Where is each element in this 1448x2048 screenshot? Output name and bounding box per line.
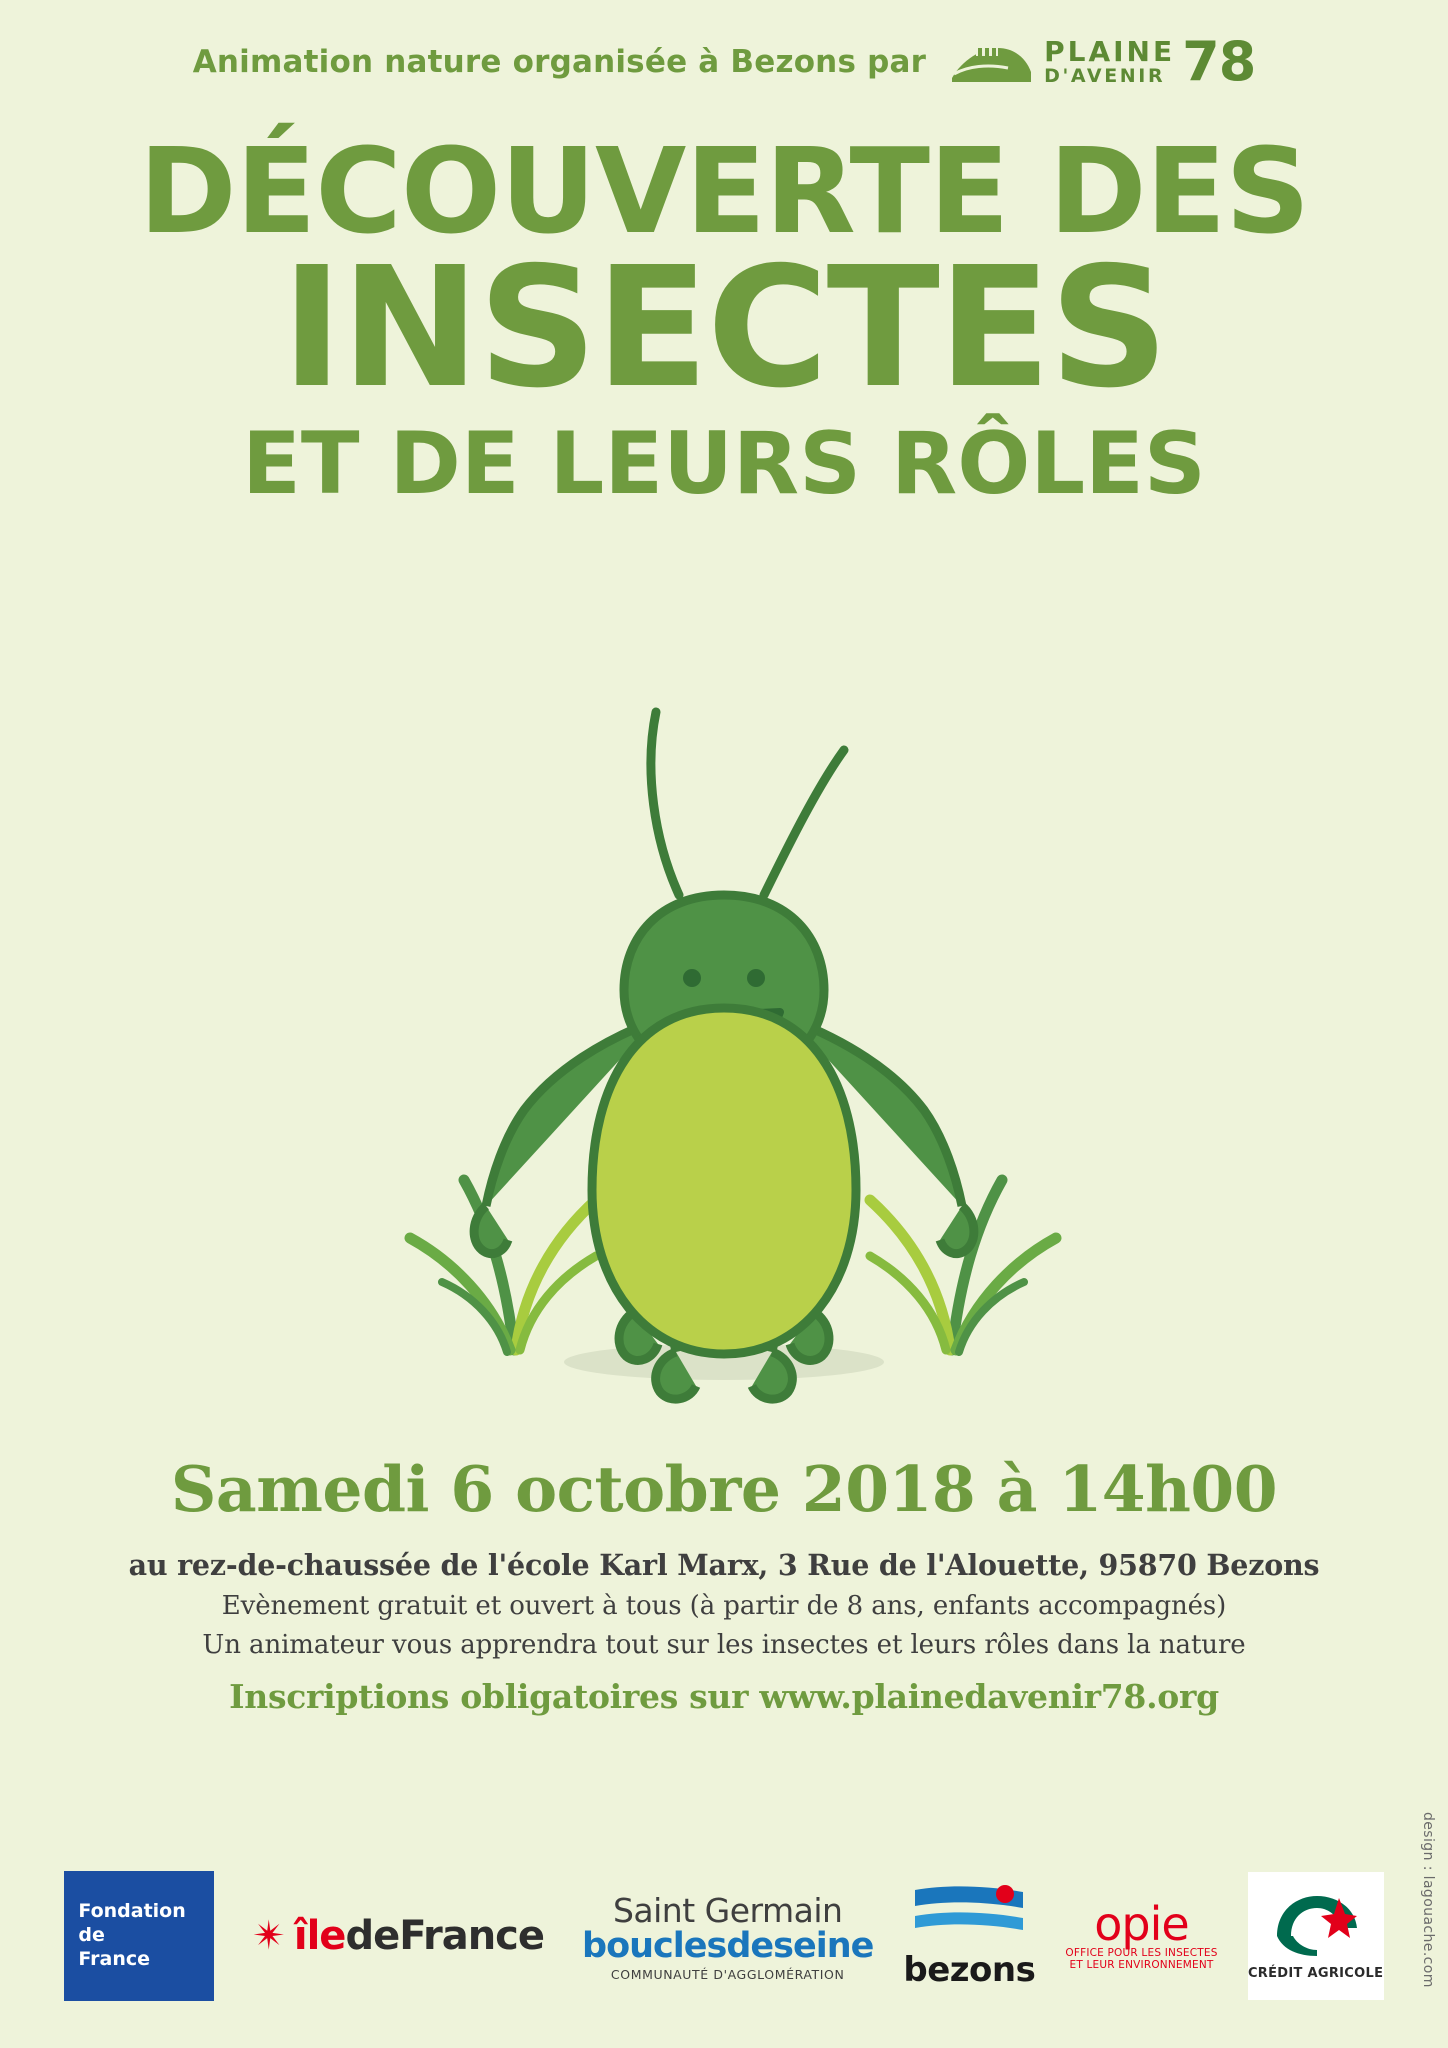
brand-number: 78 xyxy=(1182,29,1256,93)
event-date: Samedi 6 octobre 2018 à 14h00 xyxy=(170,1452,1278,1526)
logo-fondation-de-france xyxy=(64,1871,214,2001)
idf-ile: île xyxy=(293,1913,346,1959)
event-address: au rez-de-chaussée de l'école Karl Marx, 3 Rue de l'Alouette, 95870 Bezons xyxy=(128,1548,1320,1583)
page-title-line-3: ET DE LEURS RÔLES xyxy=(242,414,1206,515)
event-description: Un animateur vous apprendra tout sur les insectes et leurs rôles dans la nature xyxy=(202,1630,1246,1661)
logo-ile-de-france xyxy=(244,1871,552,2001)
event-free-note: Evènement gratuit et ouvert à tous (à partir de 8 ans, enfants accompagnés) xyxy=(221,1591,1227,1622)
partner-logos xyxy=(0,1868,1448,2004)
brand-line-2: D'AVENIR xyxy=(1044,64,1166,87)
logo-opie xyxy=(1065,1871,1217,2001)
event-info xyxy=(0,1452,1448,1717)
opie-wordmark: opie xyxy=(1094,1896,1189,1951)
bezons-wordmark: bezons xyxy=(903,1950,1036,1990)
idf-france: France xyxy=(399,1913,545,1959)
hill-farm-icon xyxy=(948,38,1034,86)
credit-agricole-mark-icon xyxy=(1271,1892,1361,1962)
poster-header xyxy=(0,29,1448,93)
opie-subtitle-1: OFFICE POUR LES INSECTES xyxy=(1065,1946,1218,1959)
design-credit: design : lagouache.com xyxy=(1420,1812,1436,1988)
page-title-line-2: INSECTES xyxy=(281,232,1167,425)
logo-saint-germain-boucles-de-seine xyxy=(582,1871,873,2001)
fdf-line-1: Fondation xyxy=(78,1900,186,1923)
organizer-text: Animation nature organisée à Bezons par xyxy=(192,44,927,80)
brand-line-1: PLAINE xyxy=(1044,35,1176,69)
star-icon: ✴ xyxy=(252,1913,286,1959)
registration-link[interactable]: Inscriptions obligatoires sur www.plainedavenir78.org xyxy=(229,1677,1219,1717)
fdf-line-3: France xyxy=(78,1947,150,1970)
idf-wordmark xyxy=(294,1913,544,1959)
sg-line-2: bouclesdeseine xyxy=(582,1925,874,1966)
logo-credit-agricole xyxy=(1248,1871,1384,2001)
sg-line-3: COMMUNAUTÉ D'AGGLOMÉRATION xyxy=(610,1966,845,1982)
bezons-mark-icon xyxy=(909,1929,1029,1948)
opie-subtitle-2: ET LEUR ENVIRONNEMENT xyxy=(1069,1959,1214,1971)
fdf-line-2: de xyxy=(78,1924,105,1947)
credit-agricole-wordmark: CRÉDIT AGRICOLE xyxy=(1247,1965,1384,1981)
sg-line-1: Saint Germain xyxy=(612,1890,843,1930)
idf-de: de xyxy=(345,1913,400,1959)
grass-left xyxy=(410,1180,596,1352)
cartoon-insect-illustration xyxy=(0,690,1448,1430)
page-title-line-1: DÉCOUVERTE DES xyxy=(138,122,1310,260)
logo-bezons xyxy=(903,1871,1035,2001)
plaine-davenir-78-logo xyxy=(948,29,1256,93)
poster-title xyxy=(0,122,1448,515)
